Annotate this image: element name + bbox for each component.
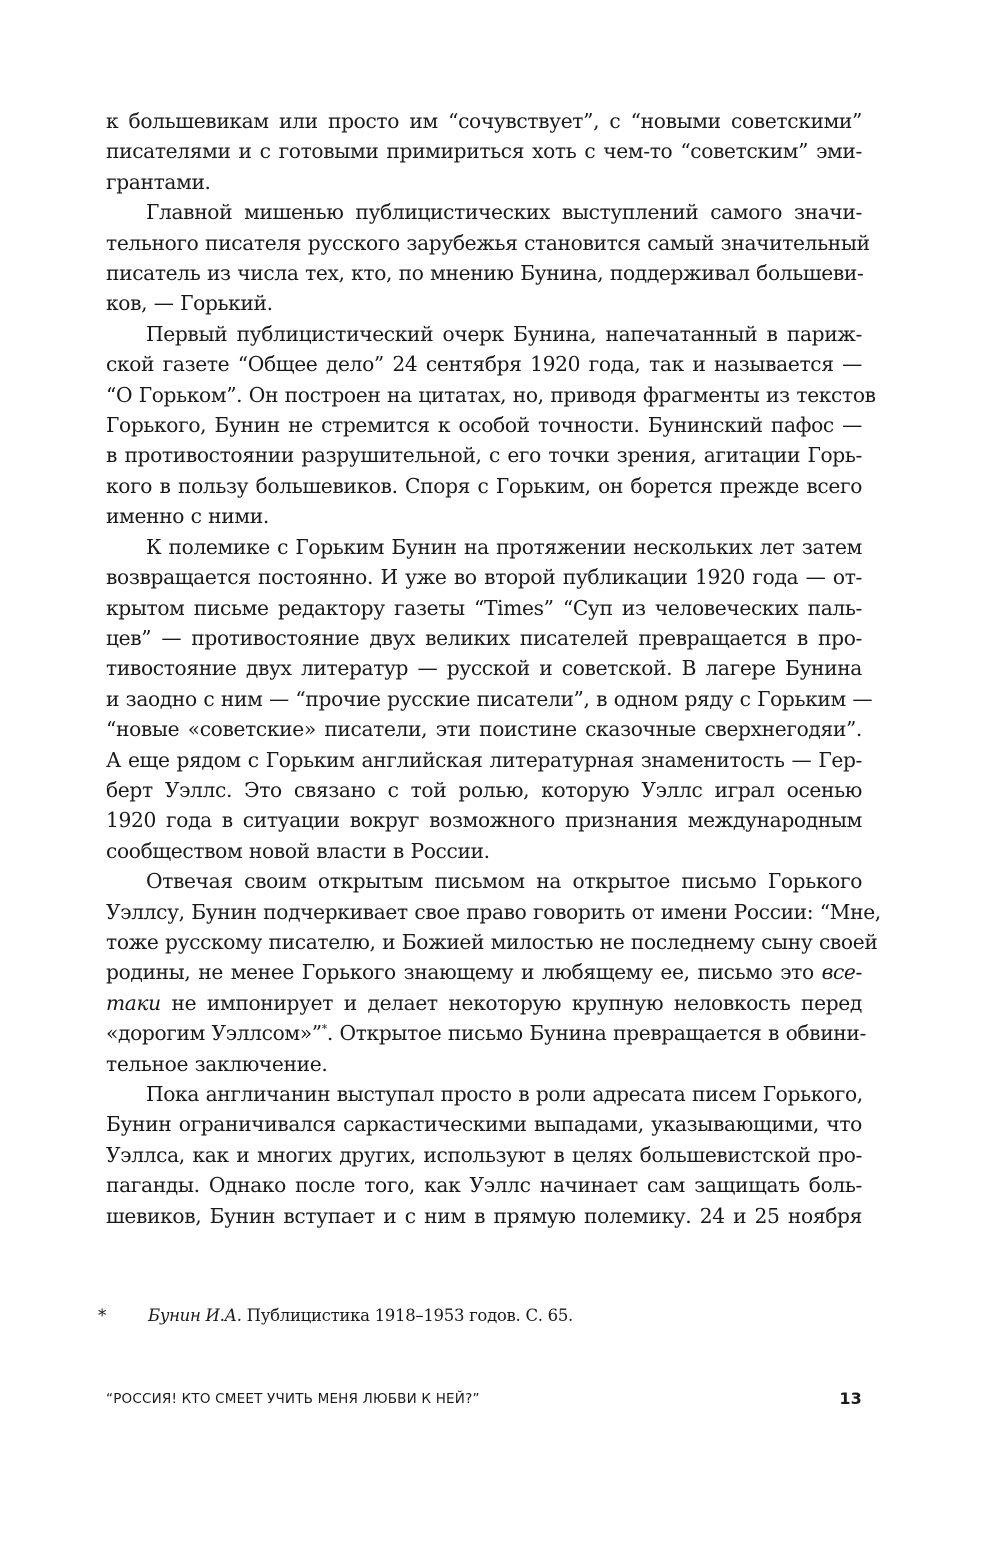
page-number: 13 [839, 1389, 862, 1408]
text-line: ской газете “Общее дело” 24 сентября 1920 года, так и называется — [106, 352, 862, 377]
text-line: и заодно с ним — “прочие русские писатели”, в одном ряду с Горьким — [106, 686, 873, 711]
text-line: писатель из числа тех, кто, по мнению Бунина, поддерживал большеви- [106, 261, 864, 286]
text-line: грантами. [106, 169, 211, 194]
text-line: сообществом новой власти в России. [106, 838, 490, 863]
footnote-text: Публицистика 1918–1953 годов. С. 65. [241, 1306, 573, 1325]
text-line: крытом письме редактору газеты “Times” “Суп из человеческих паль- [106, 595, 862, 620]
text-line: К полемике с Горьким Бунин на протяжении нескольких лет затем [146, 534, 862, 559]
italic-fragment: таки [106, 990, 161, 1015]
text-line: к большевикам или просто им “сочувствует”, с “новыми советскими” [106, 109, 862, 133]
italic-fragment: все- [821, 960, 862, 985]
text-line: 1920 года в ситуации вокруг возможного признания международным [106, 808, 862, 833]
text-line: в противостоянии разрушительной, с его точки зрения, агитации Горь- [106, 443, 862, 468]
text-fragment: не импонирует и делает некоторую крупную неловкость перед [160, 990, 862, 1015]
text-line: тивостояние двух литератур — русской и советской. В лагере Бунина [106, 656, 862, 681]
text-line: кого в пользу большевиков. Споря с Горьким, он борется прежде всего [106, 473, 862, 498]
text-line: Горького, Бунин не стремится к особой точности. Бунинский пафос — [106, 413, 862, 438]
footnote-author: Бунин И.А. [148, 1306, 242, 1325]
running-footer [106, 1389, 862, 1413]
text-fragment: . Открытое письмо Бунина превращается в обвини- [326, 1021, 866, 1046]
text-line: “новые «советские» писатели, эти поистине сказочные сверхнегодяи”. [106, 717, 862, 742]
text-fragment: родины, не менее Горького знающему и любящему ее, письмо это [106, 960, 822, 985]
text-line: ков, — Горький. [106, 291, 273, 316]
text-line: тельное заключение. [106, 1051, 328, 1076]
text-fragment: «дорогим Уэллсом»” [106, 1021, 322, 1046]
text-line: Первый публицистический очерк Бунина, напечатанный в париж- [146, 321, 862, 346]
text-line: Пока англичанин выступал просто в роли адресата писем Горького, [146, 1082, 863, 1106]
text-line [106, 957, 862, 987]
text-line [106, 1018, 866, 1048]
text-line: Уэллса, как и многих других, используют в целях большевистской про- [106, 1142, 862, 1167]
text-line: берт Уэллс. Это связано с той ролью, которую Уэллс играл осенью [106, 777, 862, 802]
text-line: Отвечая своим открытым письмом на открытое письмо Горького [146, 869, 862, 894]
text-line: шевиков, Бунин вступает и с ним в прямую полемику. 24 и 25 ноября [106, 1203, 862, 1228]
running-title: “РОССИЯ! КТО СМЕЕТ УЧИТЬ МЕНЯ ЛЮБВИ К НЕЙ?” [106, 1391, 480, 1407]
text-line: тоже русскому писателю, и Божией милостью не последнему сыну своей [106, 929, 878, 954]
footnote-reference[interactable]: * [321, 1022, 327, 1036]
text-line: А еще рядом с Горьким английская литературная знаменитость — Гер- [106, 747, 862, 772]
text-line: цев” — противостояние двух великих писателей превращается в про- [106, 625, 862, 650]
text-line: писателями и с готовыми примириться хоть с чем-то “советским” эми- [106, 139, 862, 164]
footnote-mark: * [98, 1306, 106, 1325]
text-line: Уэллсу, Бунин подчеркивает свое право говорить от имени России: “Мне, [106, 899, 881, 924]
text-line: именно с ними. [106, 504, 269, 529]
text-line: возвращается постоянно. И уже во второй публикации 1920 года — от- [106, 565, 862, 590]
text-line: тельного писателя русского зарубежья становится самый значительный [106, 230, 870, 255]
text-line: Бунин ограничивался саркастическими выпадами, указывающими, что [106, 1112, 862, 1137]
text-line: Главной мишенью публицистических выступлений самого значи- [146, 200, 862, 225]
text-line: паганды. Однако после того, как Уэллс начинает сам защищать боль- [106, 1173, 862, 1198]
main-text [106, 106, 881, 1231]
text-line [106, 988, 862, 1018]
footnote [98, 1305, 878, 1327]
text-line: “О Горьком”. Он построен на цитатах, но, приводя фрагменты из текстов [106, 382, 876, 407]
